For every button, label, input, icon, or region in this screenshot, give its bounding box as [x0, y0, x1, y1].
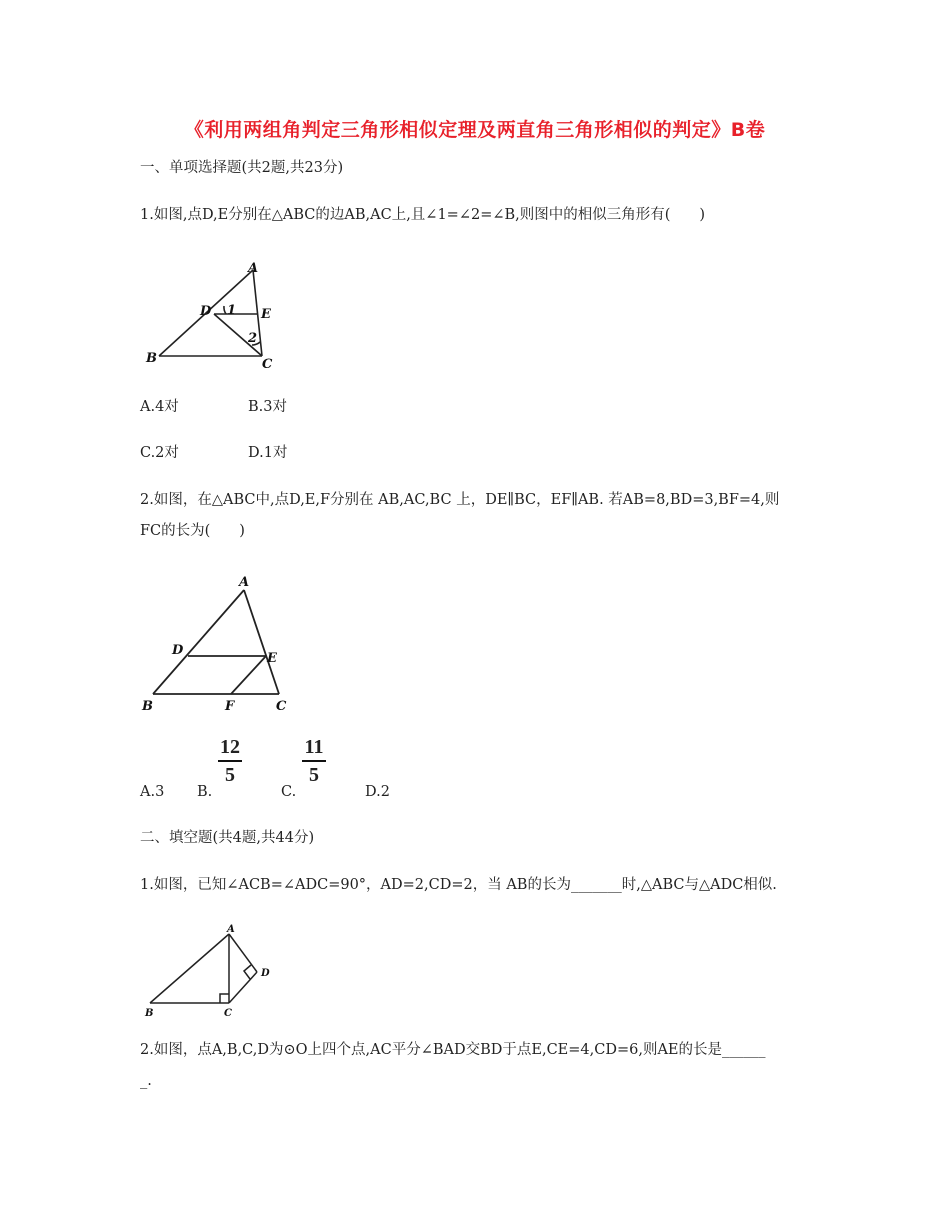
segment-dc — [229, 972, 257, 1003]
label-a: A — [239, 575, 250, 590]
label-f: F — [225, 699, 235, 714]
label-a: A — [248, 261, 259, 276]
fraction-denominator: 5 — [309, 764, 319, 786]
right-angle-d — [244, 965, 251, 979]
side-ab — [153, 590, 244, 694]
label-d: D — [261, 968, 270, 979]
q2-figure — [138, 570, 298, 718]
angle-1-arc — [224, 306, 226, 314]
fraction-bar — [302, 760, 326, 762]
fill-q1-figure — [140, 920, 280, 1020]
side-ac — [244, 590, 279, 694]
fill-q2-text-line2: _. — [140, 1073, 152, 1089]
q1-option-a: A.4对 — [140, 399, 179, 415]
label-c: C — [224, 1008, 232, 1019]
fraction-numerator: 11 — [304, 736, 324, 758]
label-c: C — [262, 357, 273, 372]
q2-option-c-fraction — [299, 736, 329, 786]
q2-text-line2: FC的长为( ) — [140, 523, 245, 539]
q2-text-line1: 2.如图，在△ABC中,点D,E,F分别在 AB,AC,BC 上，DE∥BC，EF∥AB. 若AB=8,BD=3,BF=4,则 — [140, 492, 780, 508]
q2-option-d: D.2 — [365, 784, 390, 800]
fill-q2-text-line1: 2.如图，点A,B,C,D为⊙O上四个点,AC平分∠BAD交BD于点E,CE=4,CD=6,则AE的长是______ — [140, 1042, 766, 1058]
section2-heading: 二、填空题(共4题,共44分) — [140, 830, 315, 846]
label-angle-1: 1 — [227, 303, 237, 318]
q2-option-b-fraction — [215, 736, 245, 786]
q1-option-c: C.2对 — [140, 445, 179, 461]
q1-text: 1.如图,点D,E分别在△ABC的边AB,AC上,且∠1=∠2=∠B,则图中的相似三角形有( ) — [140, 207, 706, 223]
label-d: D — [200, 304, 212, 319]
q1-option-b: B.3对 — [248, 399, 287, 415]
label-b: B — [142, 699, 153, 714]
segment-ad — [229, 934, 257, 972]
q1-figure — [140, 258, 290, 373]
segment-ef — [231, 656, 266, 694]
fraction-numerator: 12 — [220, 736, 240, 758]
q1-option-d: D.1对 — [248, 445, 288, 461]
q2-option-b-label: B. — [197, 784, 213, 800]
q2-option-a: A.3 — [140, 784, 165, 800]
label-angle-2: 2 — [248, 331, 258, 346]
fraction-denominator: 5 — [225, 764, 235, 786]
label-e: E — [261, 307, 271, 322]
label-d: D — [172, 643, 184, 658]
fill-q1-text: 1.如图，已知∠ACB=∠ADC=90°，AD=2,CD=2，当 AB的长为_______时,△ABC与△ADC相似. — [140, 877, 777, 893]
label-b: B — [145, 1008, 154, 1019]
section1-heading: 一、单项选择题(共2题,共23分) — [140, 160, 344, 176]
label-a: A — [227, 924, 235, 935]
right-angle-c — [220, 994, 229, 1003]
label-b: B — [146, 351, 157, 366]
page-title: 《利用两组角判定三角形相似定理及两直角三角形相似的判定》B卷 — [184, 119, 766, 141]
label-c: C — [276, 699, 287, 714]
fraction-bar — [218, 760, 242, 762]
label-e: E — [267, 651, 277, 666]
side-ab — [150, 934, 229, 1003]
q2-option-c-label: C. — [281, 784, 297, 800]
